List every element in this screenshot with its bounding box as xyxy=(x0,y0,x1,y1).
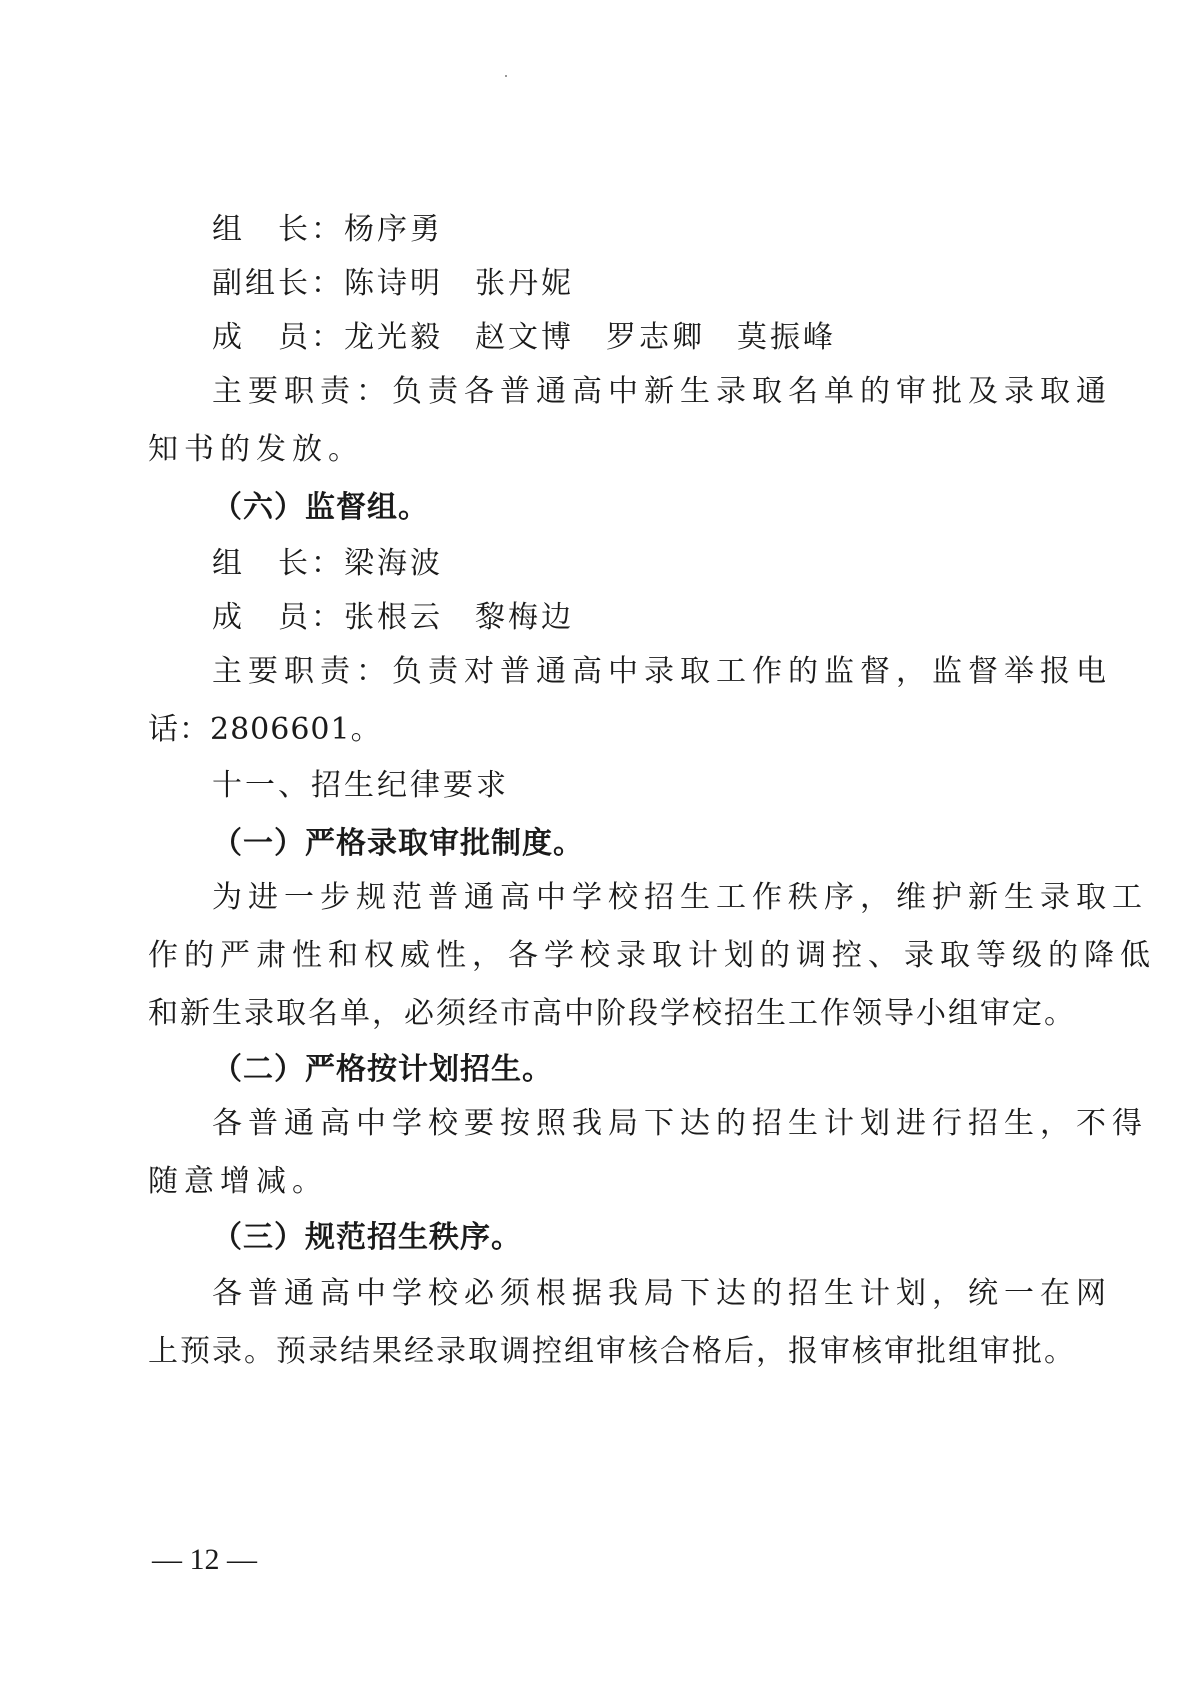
group6-duty-line-1: 主要职责：负责对普通高中录取工作的监督，监督举报电 xyxy=(212,654,1112,689)
page-number: — 12 — xyxy=(152,1543,257,1576)
group5-duty-line-2: 知书的发放。 xyxy=(148,432,364,467)
group5-members-line xyxy=(212,318,836,358)
group5-leader-label: 组 长： xyxy=(212,212,344,247)
group6-member-2: 黎梅边 xyxy=(475,600,574,635)
group5-deputy-line xyxy=(212,264,574,304)
group5-leader-line xyxy=(212,210,443,250)
group6-heading: （六）监督组。 xyxy=(212,490,429,525)
group6-members-label: 成 员： xyxy=(212,600,344,635)
section11-sub3-heading: （三）规范招生秩序。 xyxy=(212,1220,522,1255)
group6-duty-line-2: 话：2806601。 xyxy=(148,712,382,747)
section11-sub2-heading: （二）严格按计划招生。 xyxy=(212,1052,553,1087)
group6-leader-name: 梁海波 xyxy=(344,546,443,581)
group5-member-3: 罗志卿 xyxy=(606,320,705,355)
section11-sub1-line-3: 和新生录取名单，必须经市高中阶段学校招生工作领导小组审定。 xyxy=(148,996,1076,1031)
group5-member-2: 赵文博 xyxy=(475,320,574,355)
group5-deputy-label: 副组长： xyxy=(212,266,344,301)
group6-member-1: 张根云 xyxy=(344,600,443,635)
section11-sub2-line-1: 各普通高中学校要按照我局下达的招生计划进行招生，不得 xyxy=(212,1106,1148,1141)
group5-duty-line-1: 主要职责：负责各普通高中新生录取名单的审批及录取通 xyxy=(212,374,1112,409)
section11-sub3-line-2: 上预录。预录结果经录取调控组审核合格后，报审核审批组审批。 xyxy=(148,1334,1076,1369)
group5-deputy-name-2: 张丹妮 xyxy=(475,266,574,301)
section11-heading: 十一、招生纪律要求 xyxy=(212,768,509,803)
group5-deputy-name-1: 陈诗明 xyxy=(344,266,443,301)
group5-members-label: 成 员： xyxy=(212,320,344,355)
section11-sub3-line-1: 各普通高中学校必须根据我局下达的招生计划，统一在网 xyxy=(212,1276,1112,1311)
section11-sub1-heading: （一）严格录取审批制度。 xyxy=(212,826,584,861)
group5-member-4: 莫振峰 xyxy=(737,320,836,355)
section11-sub1-line-2: 作的严肃性和权威性，各学校录取计划的调控、录取等级的降低 xyxy=(148,938,1156,973)
section11-sub2-line-2: 随意增减。 xyxy=(148,1164,328,1199)
group5-leader-name: 杨序勇 xyxy=(344,212,443,247)
group6-leader-label: 组 长： xyxy=(212,546,344,581)
group6-members-line xyxy=(212,598,574,638)
section11-sub1-line-1: 为进一步规范普通高中学校招生工作秩序，维护新生录取工 xyxy=(212,880,1148,915)
group5-member-1: 龙光毅 xyxy=(344,320,443,355)
group6-leader-line xyxy=(212,544,443,584)
scan-speck xyxy=(505,75,507,77)
